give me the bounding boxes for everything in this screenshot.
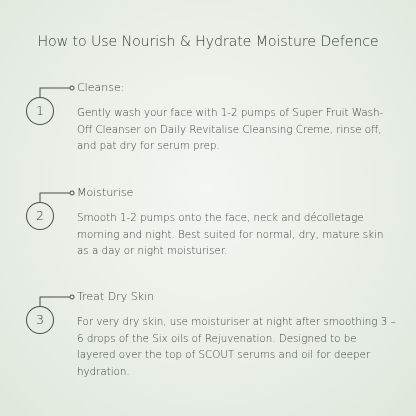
step-number: 3 bbox=[36, 311, 44, 327]
step-heading: Moisturise bbox=[77, 186, 134, 199]
step-treat-dry-skin bbox=[0, 289, 416, 416]
step-number-circle bbox=[26, 202, 54, 230]
step-description: Gently wash your face with 1-2 pumps of Super Fruit Wash-Off Cleanser on Daily Revitalise Cleansing Creme, rinse off, and pat dry for serum prep. bbox=[77, 107, 384, 152]
step-description: For very dry skin, use moisturiser at night after smoothing 3 – 6 drops of the Six oils of Rejuvenation. Designed to be layered over the top of SCOUT serums and oil for deeper hydration. bbox=[77, 316, 396, 378]
step-number-circle bbox=[26, 306, 54, 334]
step-heading: Treat Dry Skin bbox=[77, 290, 155, 303]
step-number: 1 bbox=[36, 102, 44, 118]
step-description: Smooth 1-2 pumps onto the face, neck and décolletage morning and night. Best suited for normal, dry, mature skin as a day or night moisturiser. bbox=[77, 212, 384, 257]
step-heading: Cleanse: bbox=[77, 81, 125, 94]
page-title: How to Use Nourish & Hydrate Moisture Defence bbox=[37, 34, 379, 50]
step-number-circle bbox=[26, 97, 54, 125]
step-number: 2 bbox=[36, 207, 44, 223]
